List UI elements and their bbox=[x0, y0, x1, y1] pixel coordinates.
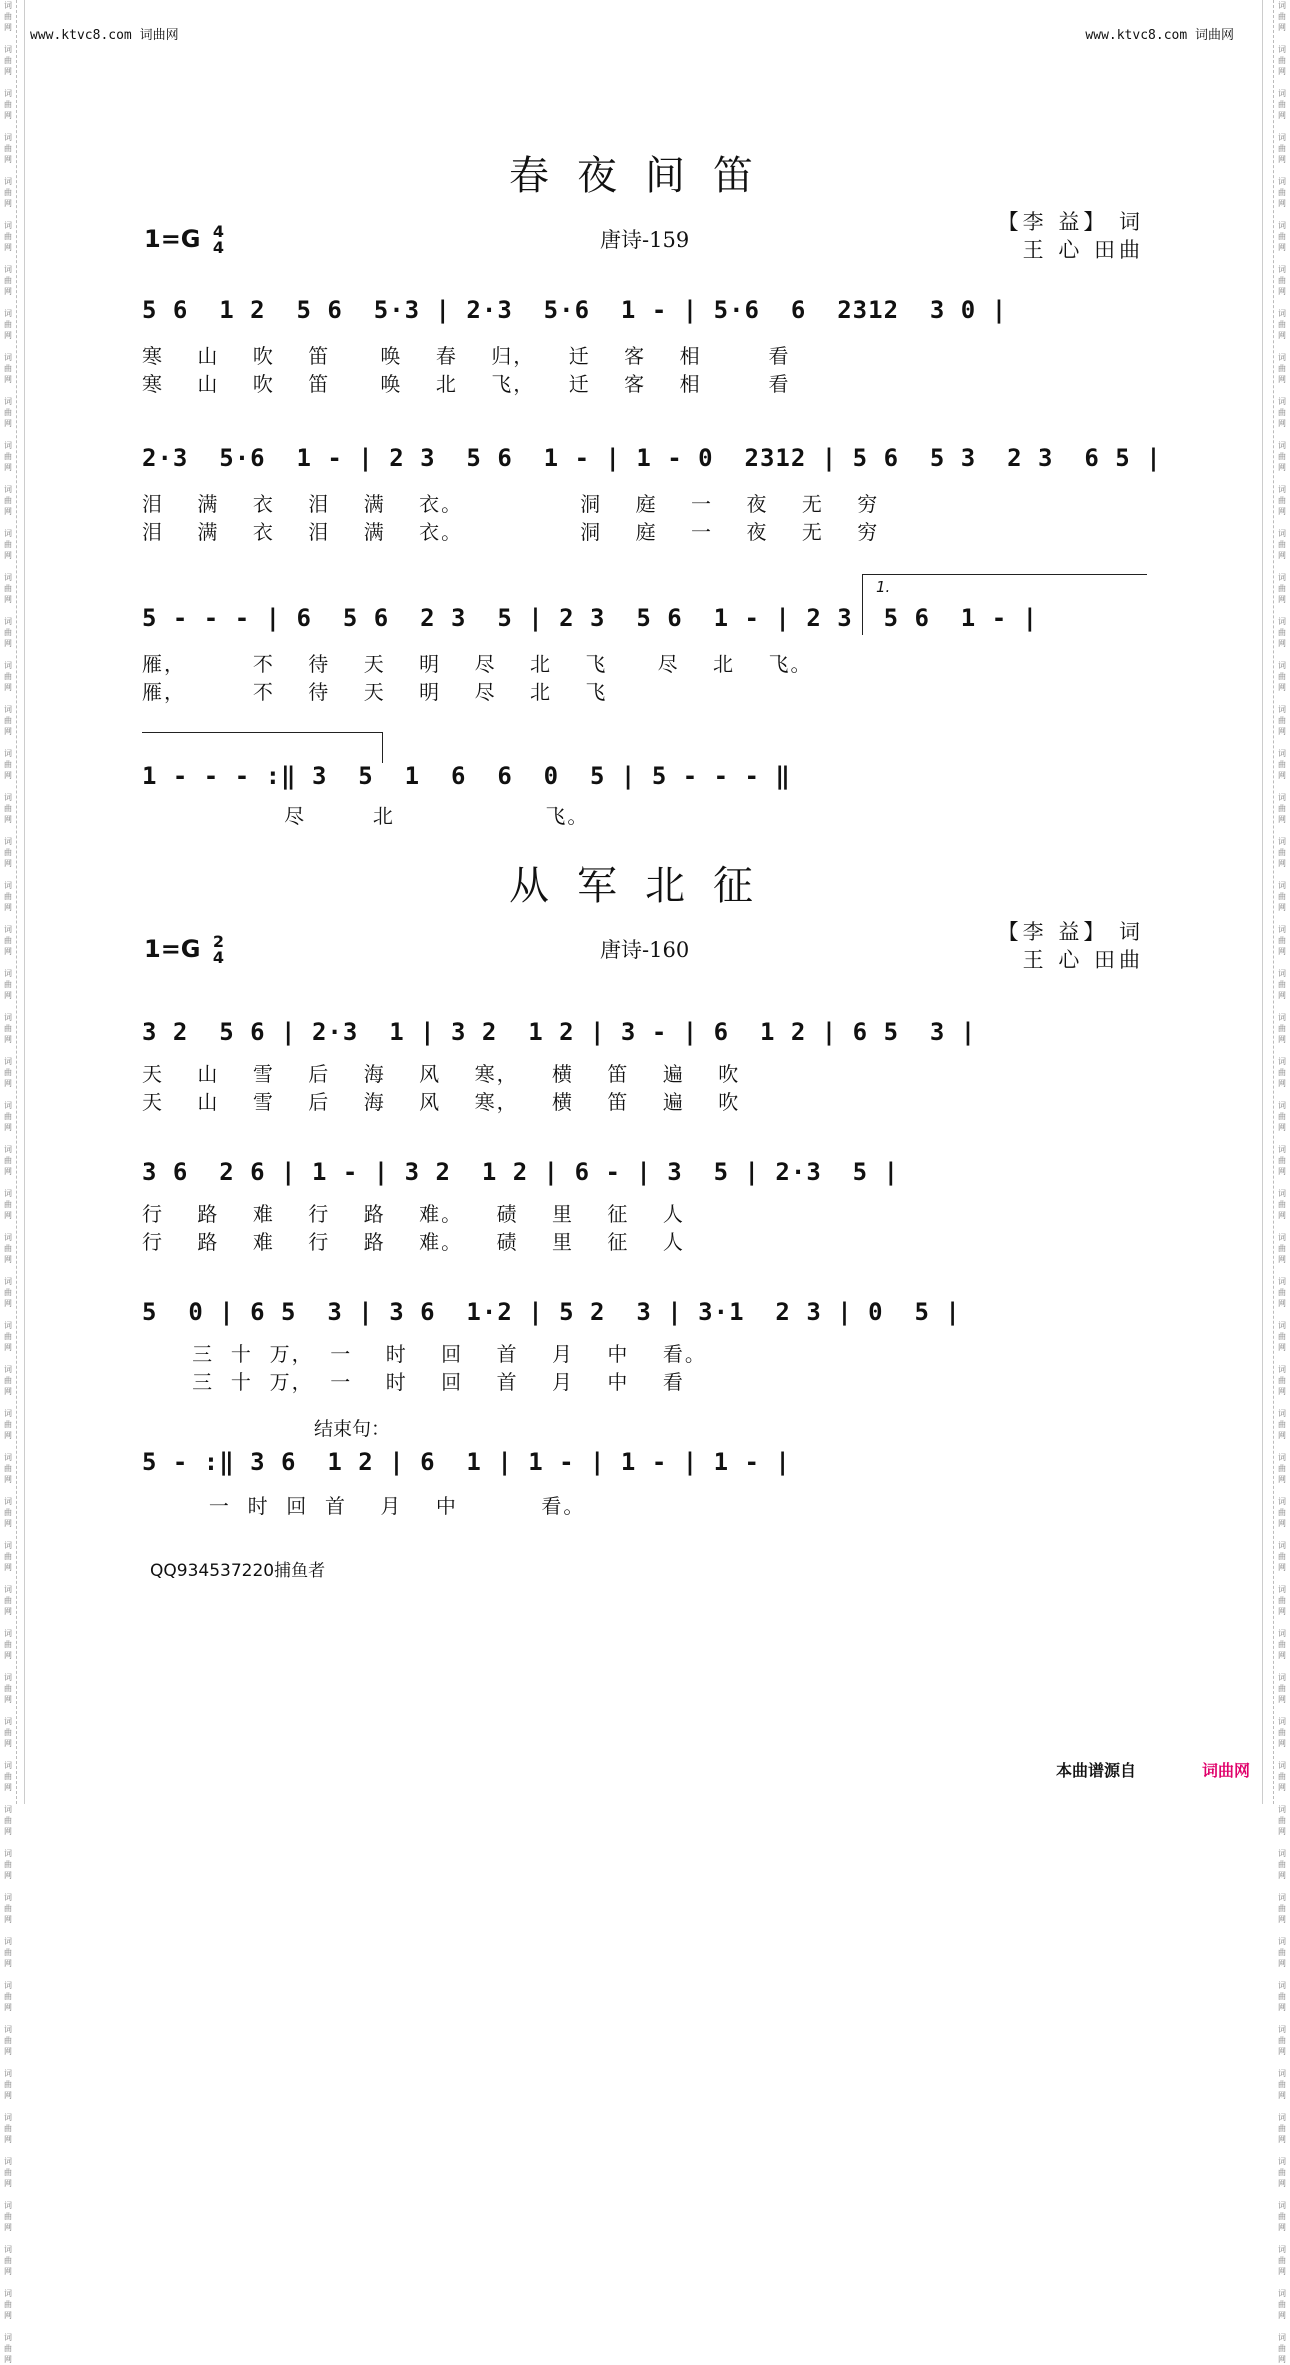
source-brand-link[interactable]: 词曲网 bbox=[1202, 1761, 1251, 1780]
song-2-line-1-lyrics-2: 天 山 雪 后 海 风 寒， 横 笛 遍 吹 bbox=[142, 1090, 741, 1114]
song-1-time-bottom: 4 bbox=[212, 238, 225, 257]
song-1-subtitle: 唐诗-159 bbox=[600, 228, 690, 252]
left-watermark-strip: 词 曲 网 词 曲 网 词 曲 网 词 曲 网 词 曲 网 词 曲 网 词 曲 网 词 曲 网 词 曲 网 词 曲 网 词 曲 网 词 曲 网 词 曲 网 词 曲 网 词 曲 网 词 曲 网 词 曲 网 词 曲 网 词 曲 网 词 曲 网 词 曲 网 词 曲 网 词 曲 网 词 曲 网 词 曲 网 词 曲 网 词 曲 网 词 曲 网 词 曲 网 词 曲 网 词 曲 网 词 曲 网 词 曲 网 词 曲 网 词 曲 网 词 曲 网 词 曲 网 词 曲 网 词 曲 网 词 曲 网 词 曲 网 词 曲 网 词 曲 网 词 曲 网 词 曲 网 词 曲 网 词 曲 网 词 曲 网 词 曲 网 词 曲 网 词 曲 网 词 曲 网 词 曲 网 词 曲 网 bbox=[0, 0, 17, 1804]
source-label: 本曲谱源自 bbox=[1056, 1761, 1137, 1780]
song-1-line-1-lyrics-1: 寒 山 吹 笛 唤 春 归， 迁 客 相 看 bbox=[142, 344, 791, 368]
song-1-line-2-notes: 2·3 5·6 1 - | 2 3 5 6 1 - | 1 - 0 2312 | 5 6 5 3 2 3 6 5 | bbox=[142, 444, 1162, 472]
song-2-line-3-notes: 5 0 | 6 5 3 | 3 6 1·2 | 5 2 3 | 3·1 2 3 | 0 5 | bbox=[142, 1298, 961, 1326]
song-2-line-1-notes: 3 2 5 6 | 2·3 1 | 3 2 1 2 | 3 - | 6 1 2 | 6 5 3 | bbox=[142, 1018, 977, 1046]
song-2-time-signature bbox=[213, 934, 224, 966]
song-2-line-3-lyrics-1: 三 十 万， 一 时 回 首 月 中 看。 bbox=[142, 1342, 707, 1366]
song-1-key bbox=[144, 224, 224, 256]
song-1-line-4-lyrics-1: 尽 北 飞。 bbox=[142, 804, 590, 828]
song-2-line-1-lyrics-1: 天 山 雪 后 海 风 寒， 横 笛 遍 吹 bbox=[142, 1062, 741, 1086]
song-2-composer: 王 心 田曲 bbox=[1022, 948, 1144, 972]
song-1-line-3-notes: 5 - - - | 6 5 6 2 3 5 | 2 3 5 6 1 - | 2 3 5 6 1 - | bbox=[142, 604, 1039, 632]
song-2-subtitle: 唐诗-160 bbox=[600, 938, 690, 962]
song-1-line-4-notes: 1 - - - :‖ 3 5 1 6 6 0 5 | 5 - - - ‖ bbox=[142, 762, 791, 790]
song-2-key-label: 1=G bbox=[144, 935, 201, 963]
uploader-note: QQ934537220捕鱼者 bbox=[150, 1561, 326, 1581]
song-2-line-4-notes: 5 - :‖ 3 6 1 2 | 6 1 | 1 - | 1 - | 1 - | bbox=[142, 1448, 791, 1476]
song-2-key bbox=[144, 934, 224, 966]
song-2-line-2-lyrics-2: 行 路 难 行 路 难。 碛 里 征 人 bbox=[142, 1230, 685, 1254]
song-2-ending-label: 结束句： bbox=[314, 1418, 391, 1440]
song-1-first-ending-number: 1. bbox=[876, 578, 891, 596]
song-1-time-signature bbox=[213, 224, 224, 256]
song-2-title: 从军北征 bbox=[509, 863, 781, 909]
song-2-credits bbox=[998, 918, 1144, 974]
song-1-line-2-lyrics-1: 泪 满 衣 泪 满 衣。 洞 庭 一 夜 无 穷 bbox=[142, 492, 880, 516]
song-1-line-3-lyrics-1: 雁， 不 待 天 明 尽 北 飞 尽 北 飞。 bbox=[142, 652, 813, 676]
song-1-credits bbox=[998, 208, 1144, 264]
song-2-line-2-notes: 3 6 2 6 | 1 - | 3 2 1 2 | 6 - | 3 5 | 2·3 5 | bbox=[142, 1158, 900, 1186]
song-1-line-1-lyrics-2: 寒 山 吹 笛 唤 北 飞， 迁 客 相 看 bbox=[142, 372, 791, 396]
song-2-time-top: 2 bbox=[212, 932, 225, 951]
song-2-lyricist: 【李 益】 词 bbox=[997, 920, 1144, 944]
song-1-lyricist: 【李 益】 词 bbox=[997, 210, 1144, 234]
song-1-ending-continuation bbox=[142, 732, 383, 763]
song-1-line-2-lyrics-2: 泪 满 衣 泪 满 衣。 洞 庭 一 夜 无 穷 bbox=[142, 520, 880, 544]
song-2-time-bottom: 4 bbox=[212, 948, 225, 967]
song-1-line-3-lyrics-2: 雁， 不 待 天 明 尽 北 飞 bbox=[142, 680, 608, 704]
song-2-line-2-lyrics-1: 行 路 难 行 路 难。 碛 里 征 人 bbox=[142, 1202, 685, 1226]
song-2-line-3-lyrics-2: 三 十 万， 一 时 回 首 月 中 看 bbox=[142, 1370, 685, 1394]
song-1-time-top: 4 bbox=[212, 222, 225, 241]
song-1-title: 春夜间笛 bbox=[509, 153, 781, 199]
song-1-line-1-notes: 5 6 1 2 5 6 5·3 | 2·3 5·6 1 - | 5·6 6 2312 3 0 | bbox=[142, 296, 1008, 324]
header-site-left[interactable]: www.ktvc8.com 词曲网 bbox=[30, 28, 179, 43]
song-1-composer: 王 心 田曲 bbox=[1022, 238, 1144, 262]
song-1-key-label: 1=G bbox=[144, 225, 201, 253]
header-site-right[interactable]: www.ktvc8.com 词曲网 bbox=[1085, 28, 1234, 43]
song-2-line-4-lyrics-1: 一 时 回 首 月 中 看。 bbox=[142, 1494, 586, 1518]
right-watermark-strip: 词 曲 网 词 曲 网 词 曲 网 词 曲 网 词 曲 网 词 曲 网 词 曲 网 词 曲 网 词 曲 网 词 曲 网 词 曲 网 词 曲 网 词 曲 网 词 曲 网 词 曲 网 词 曲 网 词 曲 网 词 曲 网 词 曲 网 词 曲 网 词 曲 网 词 曲 网 词 曲 网 词 曲 网 词 曲 网 词 曲 网 词 曲 网 词 曲 网 词 曲 网 词 曲 网 词 曲 网 词 曲 网 词 曲 网 词 曲 网 词 曲 网 词 曲 网 词 曲 网 词 曲 网 词 曲 网 词 曲 网 词 曲 网 词 曲 网 词 曲 网 词 曲 网 词 曲 网 词 曲 网 词 曲 网 词 曲 网 词 曲 网 词 曲 网 词 曲 网 词 曲 网 词 曲 网 词 曲 网 bbox=[1273, 0, 1290, 1804]
